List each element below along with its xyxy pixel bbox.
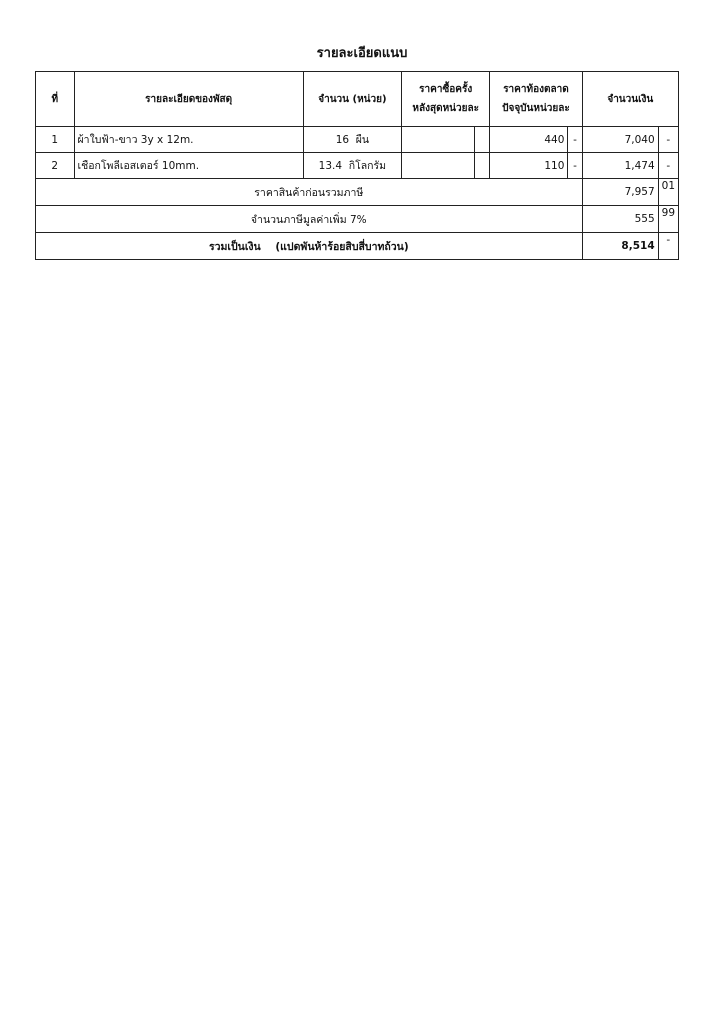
item-market-price-sub: -	[568, 153, 582, 179]
item-unit: ผืน	[355, 134, 370, 146]
header-row	[36, 72, 679, 127]
subtotal-satang: 01	[658, 179, 678, 206]
header-last-price-line1: ราคาซื้อครั้ง	[419, 84, 473, 95]
header-description: รายละเอียดของพัสดุ	[74, 72, 303, 127]
item-market-price-sub: -	[568, 127, 582, 153]
item-no: 2	[36, 153, 75, 179]
table-row	[36, 153, 679, 179]
item-market-price: 440	[490, 127, 568, 153]
total-satang: -	[658, 233, 678, 260]
item-last-price	[402, 153, 475, 179]
total-amount: 8,514	[582, 233, 658, 260]
header-amount: จำนวนเงิน	[582, 72, 678, 127]
item-quantity	[303, 153, 401, 179]
vat-satang: 99	[658, 206, 678, 233]
item-qty-value: 16	[335, 134, 350, 146]
item-description: เชือกโพลีเอสเตอร์ 10mm.	[74, 153, 303, 179]
item-quantity	[303, 127, 401, 153]
item-no: 1	[36, 127, 75, 153]
vat-label: จำนวนภาษีมูลค่าเพิ่ม 7%	[36, 206, 583, 233]
item-last-price-sub	[475, 153, 490, 179]
item-last-price	[402, 127, 475, 153]
item-amount: 7,040	[582, 127, 658, 153]
item-amount-sub: -	[658, 127, 678, 153]
subtotal-label: ราคาสินค้าก่อนรวมภาษี	[36, 179, 583, 206]
total-label	[36, 233, 583, 260]
item-amount-sub: -	[658, 153, 678, 179]
item-amount: 1,474	[582, 153, 658, 179]
header-quantity: จำนวน (หน่วย)	[303, 72, 401, 127]
item-market-price: 110	[490, 153, 568, 179]
vat-row	[36, 206, 679, 233]
item-last-price-sub	[475, 127, 490, 153]
total-row	[36, 233, 679, 260]
subtotal-row	[36, 179, 679, 206]
document-title: รายละเอียดแนบ	[316, 46, 408, 61]
header-last-price-line2: หลังสุดหน่วยละ	[412, 103, 479, 114]
detail-table	[35, 71, 679, 260]
header-market-price-line2: ปัจจุบันหน่วยละ	[502, 103, 570, 114]
item-unit: กิโลกรัม	[348, 160, 387, 172]
header-no: ที่	[36, 72, 75, 127]
header-market-price	[490, 72, 582, 127]
total-amount-words: (แปดพันห้าร้อยสิบสี่บาทถ้วน)	[275, 240, 409, 253]
table-row	[36, 127, 679, 153]
item-qty-value: 13.4	[318, 160, 343, 172]
header-last-price	[402, 72, 490, 127]
subtotal-amount: 7,957	[582, 179, 658, 206]
header-market-price-line1: ราคาท้องตลาด	[503, 84, 569, 95]
item-description: ผ้าใบฟ้า-ขาว 3y x 12m.	[74, 127, 303, 153]
vat-amount: 555	[582, 206, 658, 233]
total-label-text: รวมเป็นเงิน	[208, 240, 261, 253]
